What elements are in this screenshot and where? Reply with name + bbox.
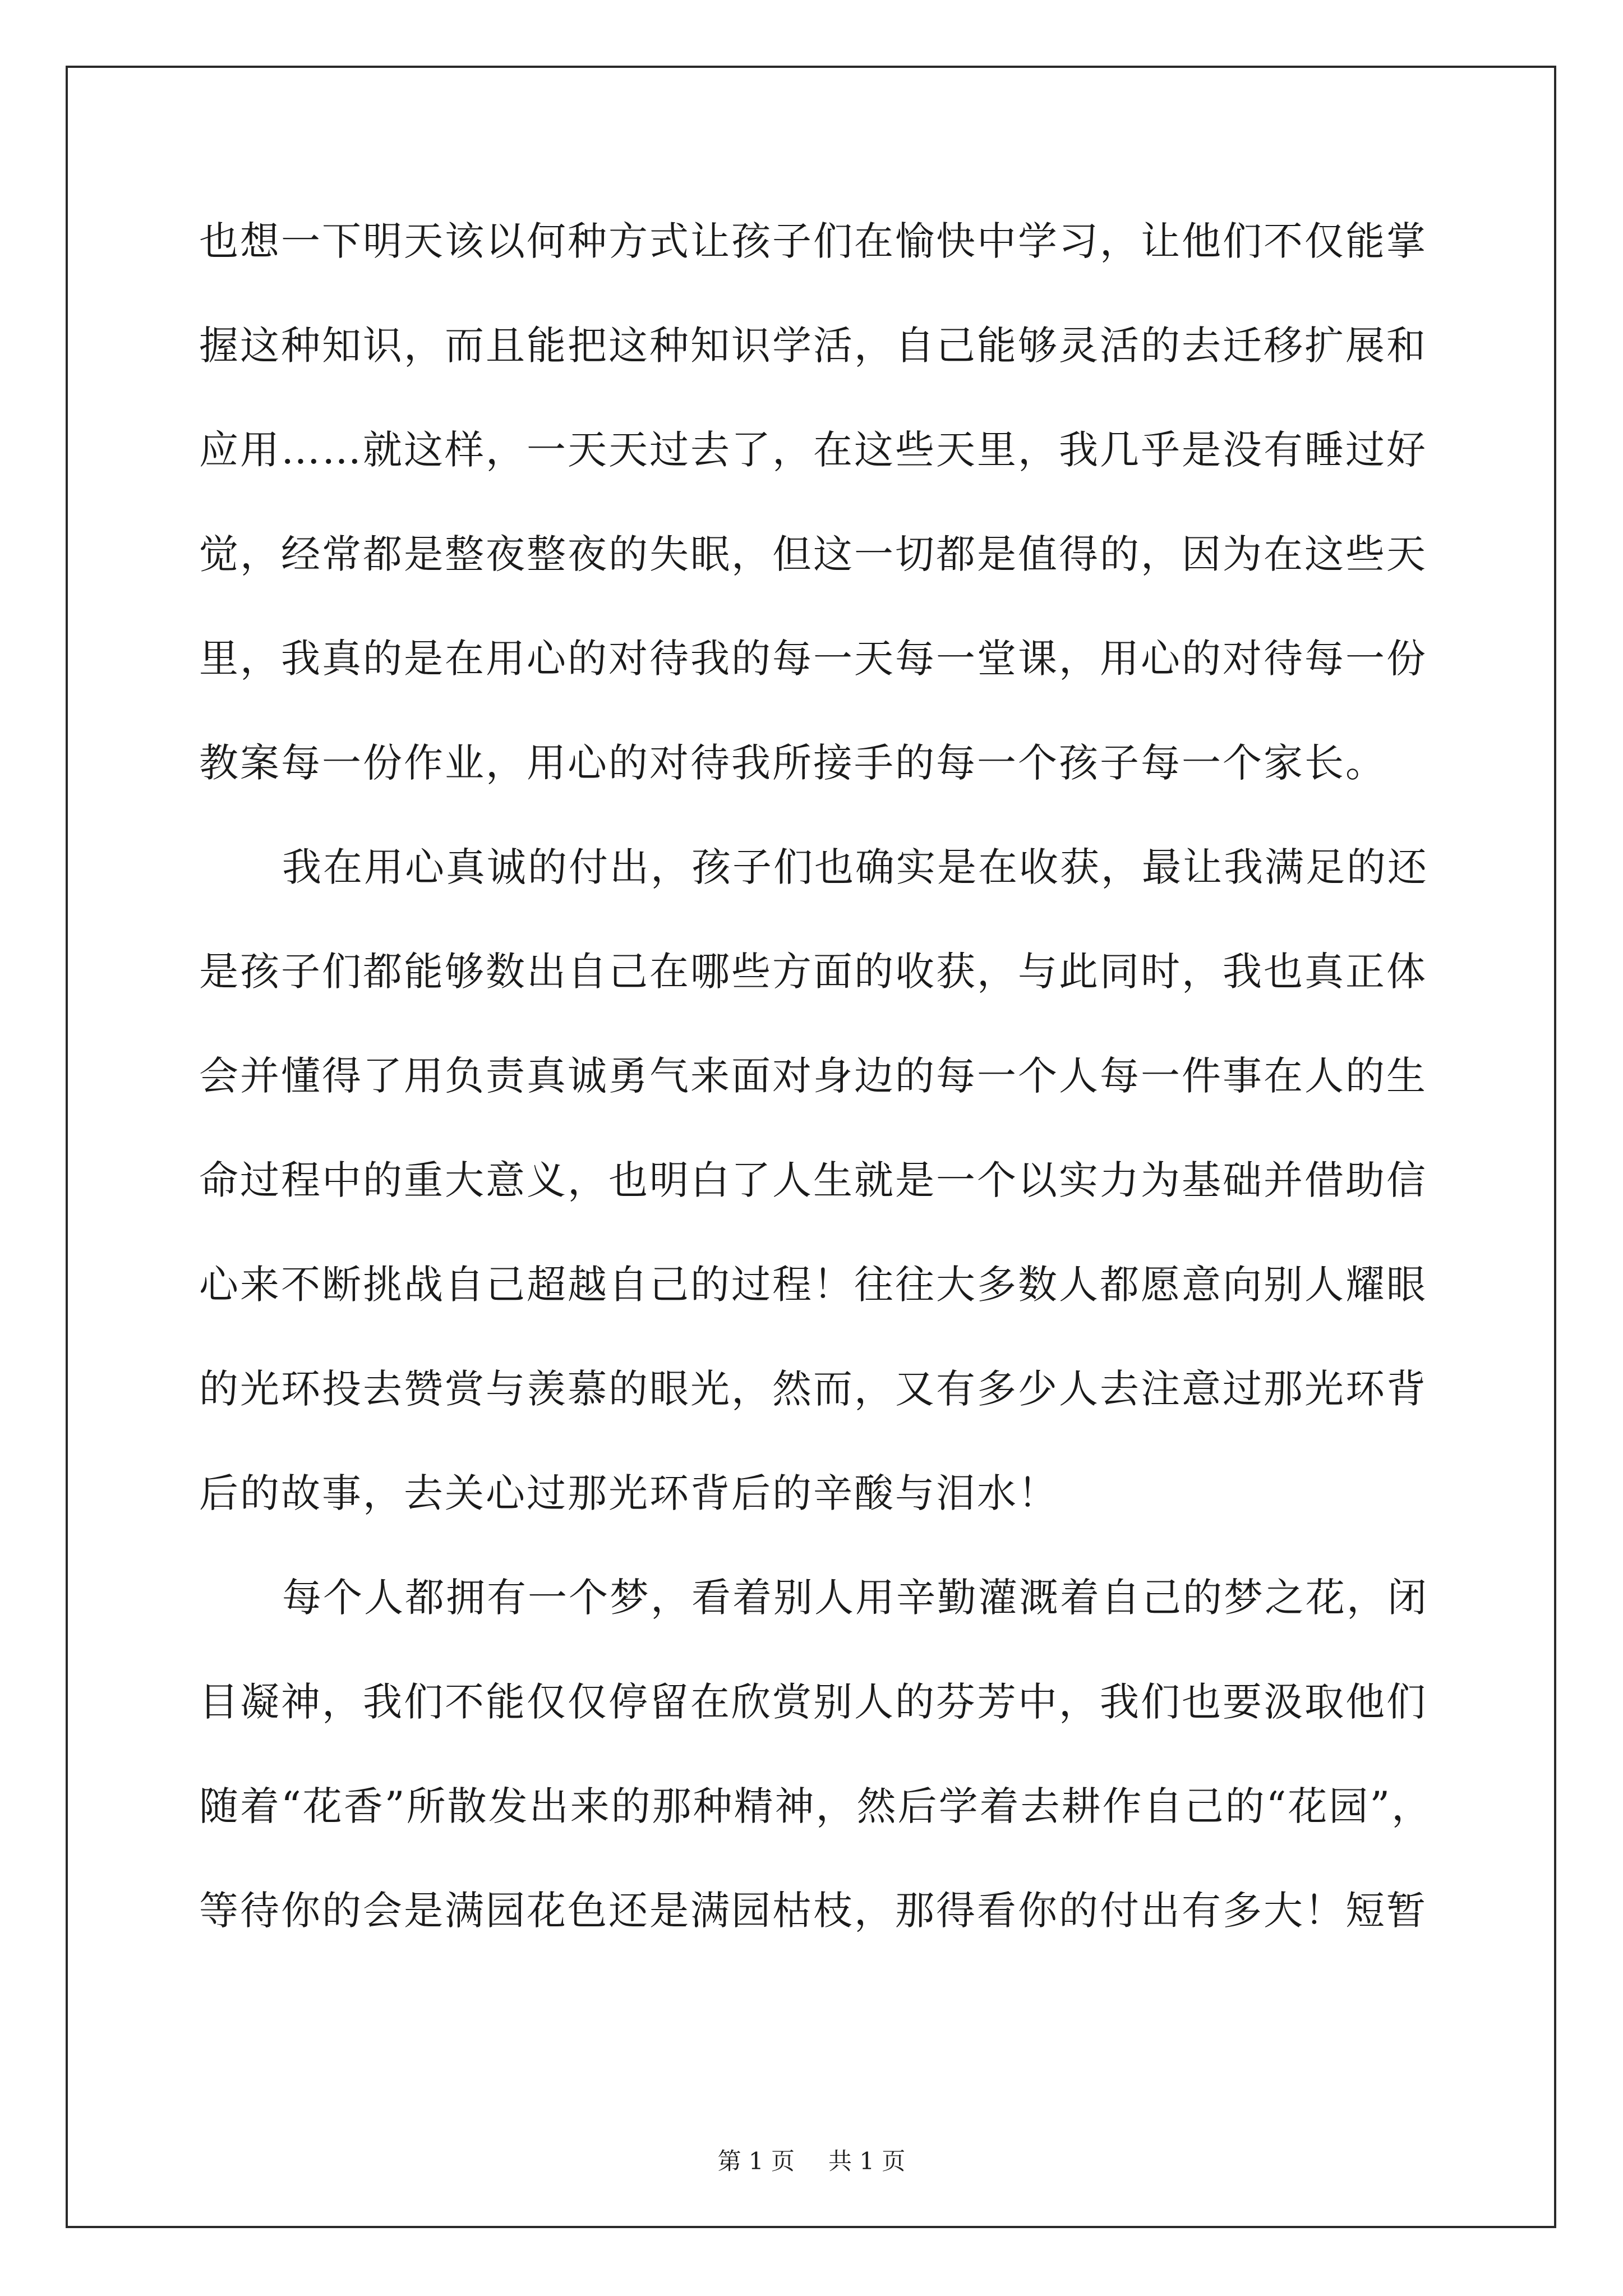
document-body (199, 199, 1433, 1973)
body-line: 觉，经常都是整夜整夜的失眠，但这一切都是值得的，因为在这些天 (199, 531, 1427, 577)
page-footer (0, 2146, 1623, 2177)
body-line: 是孩子们都能够数出自己在哪些方面的收获，与此同时，我也真正体 (199, 949, 1427, 995)
body-line: 会并懂得了用负责真诚勇气来面对身边的每一个人每一件事在人的生 (199, 1053, 1427, 1099)
body-line: 教案每一份作业，用心的对待我所接手的每一个孩子每一个家长。 (199, 740, 1386, 786)
body-line: 里，我真的是在用心的对待我的每一天每一堂课，用心的对待每一份 (199, 636, 1427, 682)
body-line: 等待你的会是满园花色还是满园枯枝，那得看你的付出有多大！短暂 (199, 1888, 1427, 1934)
body-line: 应用……就这样，一天天过去了，在这些天里，我几乎是没有睡过好 (199, 427, 1427, 473)
page-total: 共 1 页 (828, 2147, 906, 2175)
body-line: 后的故事，去关心过那光环背后的辛酸与泪水！ (199, 1470, 1059, 1516)
body-line: 的光环投去赞赏与羡慕的眼光，然而，又有多少人去注意过那光环背 (199, 1366, 1427, 1412)
body-line: 命过程中的重大意义，也明白了人生就是一个以实力为基础并借助信 (199, 1157, 1427, 1203)
body-line-indented: 每个人都拥有一个梦，看着别人用辛勤灌溉着自己的梦之花，闭 (282, 1575, 1428, 1621)
body-line: 握这种知识，而且能把这种知识学活，自己能够灵活的去迁移扩展和 (199, 323, 1427, 369)
body-line: 目凝神，我们不能仅仅停留在欣赏别人的芬芳中，我们也要汲取他们 (199, 1679, 1427, 1725)
body-line: 心来不断挑战自己超越自己的过程！往往大多数人都愿意向别人耀眼 (199, 1262, 1427, 1308)
body-line: 随着“花香”所散发出来的那种精神，然后学着去耕作自己的“花园”， (199, 1783, 1433, 1829)
page-number: 第 1 页 (717, 2147, 795, 2175)
body-line-indented: 我在用心真诚的付出，孩子们也确实是在收获，最让我满足的还 (282, 844, 1428, 890)
body-line: 也想一下明天该以何种方式让孩子们在愉快中学习，让他们不仅能掌 (199, 218, 1427, 264)
